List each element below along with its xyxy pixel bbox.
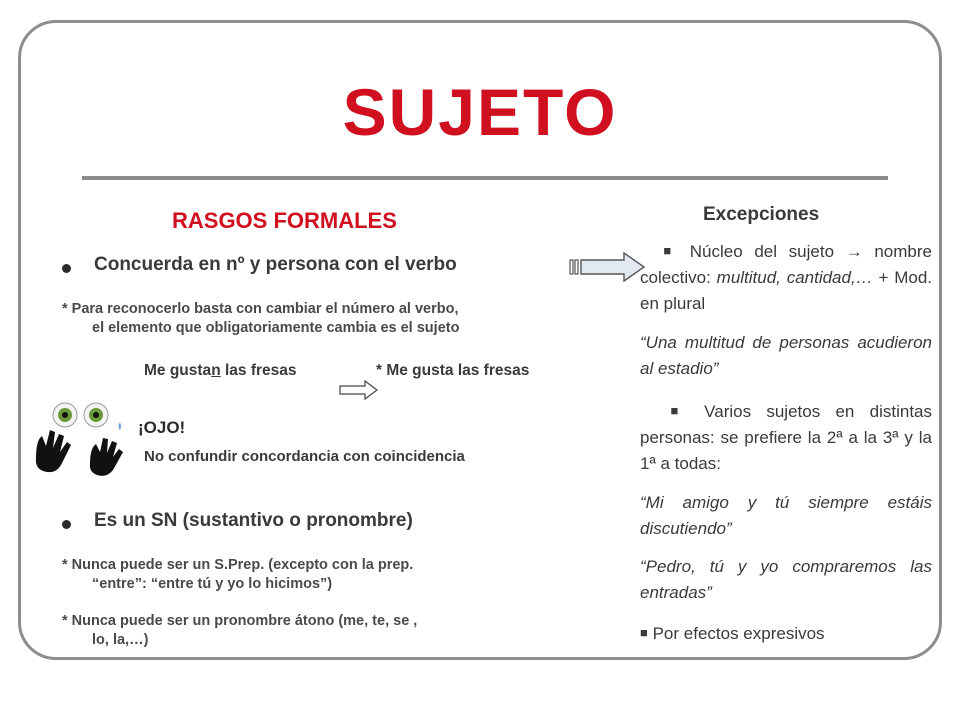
bullet-dot bbox=[62, 264, 71, 273]
note-reconocer bbox=[62, 300, 582, 338]
exception-colectivo-c: multitud, cantidad,… bbox=[716, 268, 873, 287]
example-incorrect: * Me gusta las fresas bbox=[376, 362, 530, 379]
exception-expresivos-text: Por efectos expresivos bbox=[652, 624, 825, 643]
title-divider bbox=[82, 176, 888, 180]
bullet-dot bbox=[62, 520, 71, 529]
exception-personas bbox=[640, 398, 932, 477]
example-pedro bbox=[640, 554, 932, 606]
no-confundir-text: No confundir concordancia con coincidencia bbox=[144, 448, 465, 465]
square-bullet-icon: ■ bbox=[670, 403, 689, 418]
example-correct-underlined: n bbox=[211, 362, 221, 379]
bullet-concordancia: Concuerda en nº y persona con el verbo bbox=[94, 254, 457, 275]
exception-expresivos bbox=[640, 620, 932, 647]
example-pedro-text: “Pedro, tú y yo compraremos las entradas” bbox=[640, 557, 932, 602]
exception-colectivo-b: nombre colectivo: bbox=[640, 242, 932, 287]
exception-colectivo bbox=[640, 238, 932, 317]
arrow-icon: → bbox=[845, 242, 863, 261]
small-arrow-icon bbox=[339, 380, 379, 400]
example-amigo-text: “Mi amigo y tú siempre estáis discutiendo” bbox=[640, 493, 932, 538]
note-atono-line1: * Nunca puede ser un pronombre átono (me, te, se , bbox=[62, 613, 418, 629]
exception-personas-text: Varios sujetos en distintas personas: se prefiere la 2ª a la 3ª y la 1ª a todas: bbox=[640, 402, 932, 473]
square-bullet-icon: ■ bbox=[663, 243, 679, 258]
eyes-hands-icon bbox=[28, 398, 138, 484]
note-reconocer-line1: * Para reconocerlo basta con cambiar el número al verbo, bbox=[62, 301, 459, 317]
exception-colectivo-d: + Mod. en plural bbox=[640, 268, 933, 313]
arrow-right-icon bbox=[568, 250, 648, 284]
ojo-label: ¡OJO! bbox=[138, 418, 186, 437]
bullet-sn: Es un SN (sustantivo o pronombre) bbox=[94, 510, 413, 531]
exception-colectivo-a: Núcleo del sujeto bbox=[689, 242, 835, 261]
right-heading: Excepciones bbox=[703, 204, 820, 225]
note-sprep-line1: * Nunca puede ser un S.Prep. (excepto con la prep. bbox=[62, 557, 414, 573]
example-multitud-text: “Una multitud de personas acudieron al estadio” bbox=[640, 333, 932, 378]
note-sprep bbox=[62, 556, 582, 594]
left-heading: RASGOS FORMALES bbox=[172, 208, 397, 233]
note-sprep-line2: “entre”: “entre tú y yo lo hicimos”) bbox=[92, 576, 333, 592]
example-correct-pre: Me gusta bbox=[144, 362, 212, 379]
note-atono bbox=[62, 612, 582, 650]
example-amigo bbox=[640, 490, 932, 542]
example-multitud bbox=[640, 330, 932, 382]
slide-title: SUJETO bbox=[342, 75, 618, 149]
square-bullet-icon: ■ bbox=[640, 625, 648, 640]
note-reconocer-line2: el elemento que obligatoriamente cambia es el sujeto bbox=[92, 320, 460, 336]
note-atono-line2: lo, la,…) bbox=[92, 632, 149, 648]
example-correct-post: las fresas bbox=[220, 362, 297, 379]
example-correct bbox=[144, 362, 297, 380]
